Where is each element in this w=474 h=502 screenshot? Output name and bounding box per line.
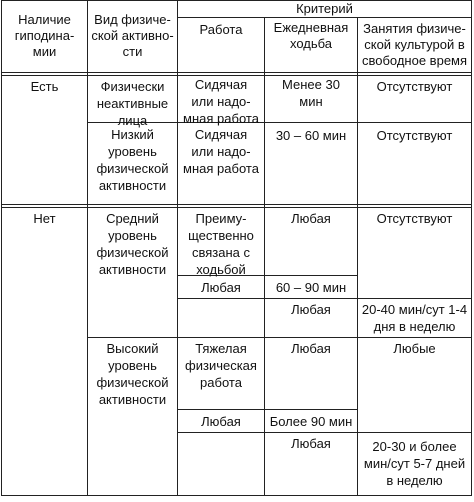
table-cell-exercise: 20-40 мин/сут 1-4 дня в неделю (361, 302, 468, 334)
group-label-yes: Есть (30, 79, 59, 94)
table-cell-work: Тяжелая физическая работа (185, 341, 257, 390)
table-cell-walk: Любая (291, 341, 331, 356)
table-cell-walk: 60 – 90 мин (275, 279, 347, 295)
header-work: Работа (199, 22, 243, 37)
table-cell-work: Сидячая или надо- мная работа (183, 77, 259, 126)
table-cell-work: Любая (201, 279, 241, 295)
header-presence: Наличие гиподина- мии (14, 12, 75, 59)
header-criteria: Критерий (296, 0, 353, 16)
table-cell-walk: Более 90 мин (269, 413, 353, 429)
header-walk: Ежедневная ходьба (273, 20, 349, 51)
table-cell-exercise: Любые (393, 341, 436, 356)
activity-type-inactive: Физически неактивные лица (96, 79, 169, 128)
table-cell-exercise: Отсутствуют (376, 211, 453, 226)
activity-type-low: Низкий уровень физической активности (96, 127, 169, 193)
group-label-no: Нет (33, 211, 56, 226)
activity-type-medium: Средний уровень физической активности (96, 211, 169, 277)
table-cell-exercise: Отсутствуют (376, 79, 453, 94)
table-cell-work: Преиму- щественно связана с ходьбой (188, 211, 254, 277)
header-activity-type: Вид физиче- ской активно- сти (91, 12, 174, 59)
table-cell-walk: Любая (291, 301, 331, 317)
table-cell-walk: 30 – 60 мин (275, 128, 347, 143)
table-cell-exercise: 20-30 и более мин/сут 5-7 дней в неделю (363, 438, 466, 488)
table-cell-walk: Любая (291, 211, 331, 226)
activity-type-high: Высокий уровень физической активности (96, 341, 169, 407)
table-cell-exercise: Отсутствуют (376, 128, 453, 143)
table-cell-work: Любая (201, 413, 241, 429)
header-exercise: Занятия физиче- ской культурой в свободное время (361, 21, 468, 68)
table-cell-walk: Любая (291, 435, 331, 451)
table-cell-work: Сидячая или надо- мная работа (183, 127, 259, 176)
table-cell-walk: Менее 30 мин (282, 77, 340, 109)
